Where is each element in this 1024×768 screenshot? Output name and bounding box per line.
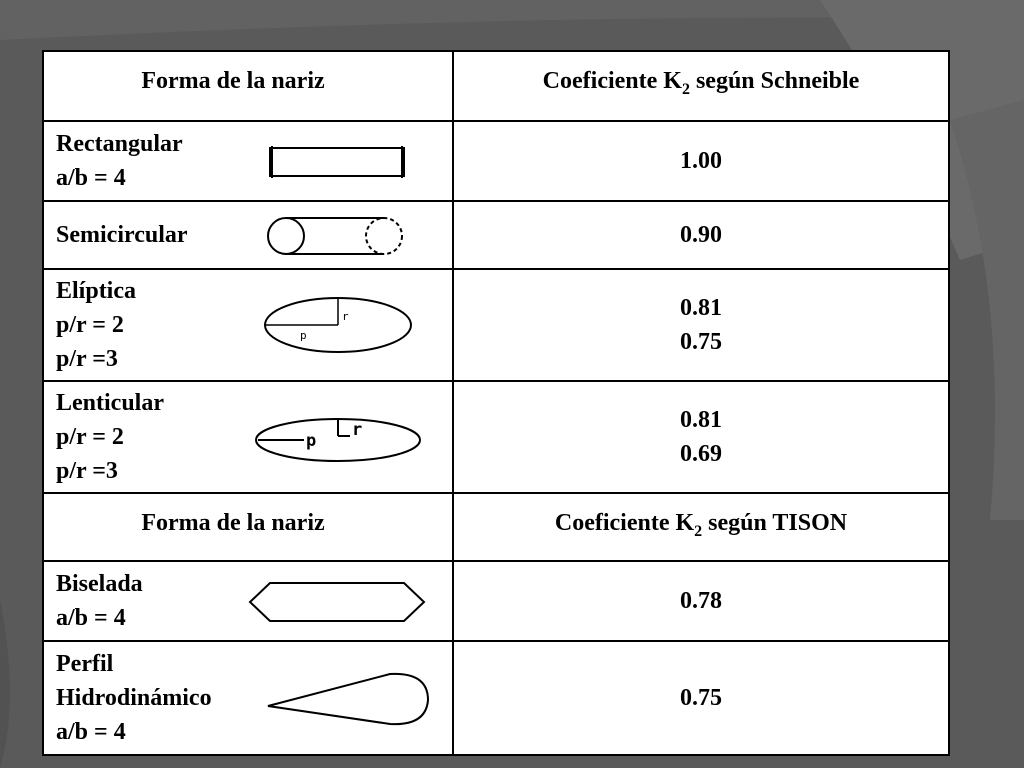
nose-shape-coefficient-table <box>42 50 950 756</box>
coefficient-cell: 0.81 0.69 <box>453 381 949 493</box>
shape-cell <box>43 561 453 641</box>
semicircular-nose-icon <box>262 216 412 256</box>
table-row <box>43 641 949 755</box>
radius-label: r <box>352 420 363 440</box>
header-coefficient: Coeficiente $K_2$ según TISON <box>453 493 949 561</box>
shape-cell <box>43 381 453 493</box>
shape-label: Lenticular p/r = 2 p/r =3 <box>56 390 164 484</box>
table-row <box>43 201 949 269</box>
shape-label: Rectangular a/b = 4 <box>56 131 183 191</box>
header-shape-label: Forma de la nariz <box>141 510 325 536</box>
elliptic-nose-icon <box>262 294 414 356</box>
shape-cell <box>43 201 453 269</box>
beveled-nose-icon <box>248 580 428 624</box>
table-row <box>43 381 949 493</box>
coefficient-cell: 0.90 <box>453 201 949 269</box>
header-coefficient: Coeficiente $K_2$ según Schneible <box>453 51 949 121</box>
header-shape <box>43 51 453 121</box>
lenticular-nose-icon <box>252 414 424 466</box>
shape-label: Elíptica p/r = 2 p/r =3 <box>56 278 137 372</box>
hydrodynamic-profile-icon <box>266 670 432 728</box>
shape-cell <box>43 121 453 201</box>
table-row <box>43 269 949 381</box>
coefficient-cell: 0.78 <box>453 561 949 641</box>
coefficient-cell: 0.81 0.75 <box>453 269 949 381</box>
table-row <box>43 561 949 641</box>
p-label: p <box>300 329 307 342</box>
coefficient-cell: 0.75 <box>453 641 949 755</box>
header-row-tison <box>43 493 949 561</box>
shape-cell <box>43 269 453 381</box>
shape-label: Perfil Hidrodinámico a/b = 4 <box>56 651 212 745</box>
rectangle-nose-icon <box>268 144 408 180</box>
shape-label: Semicircular <box>56 222 188 248</box>
coefficient-cell: 1.00 <box>453 121 949 201</box>
header-shape-label: Forma de la nariz <box>141 68 325 94</box>
table-row <box>43 121 949 201</box>
shape-label: Biselada a/b = 4 <box>56 571 143 631</box>
shape-cell <box>43 641 453 755</box>
header-row-schneible <box>43 51 949 121</box>
header-shape <box>43 493 453 561</box>
radius-label: r <box>342 310 349 323</box>
p-label: p <box>306 431 317 451</box>
